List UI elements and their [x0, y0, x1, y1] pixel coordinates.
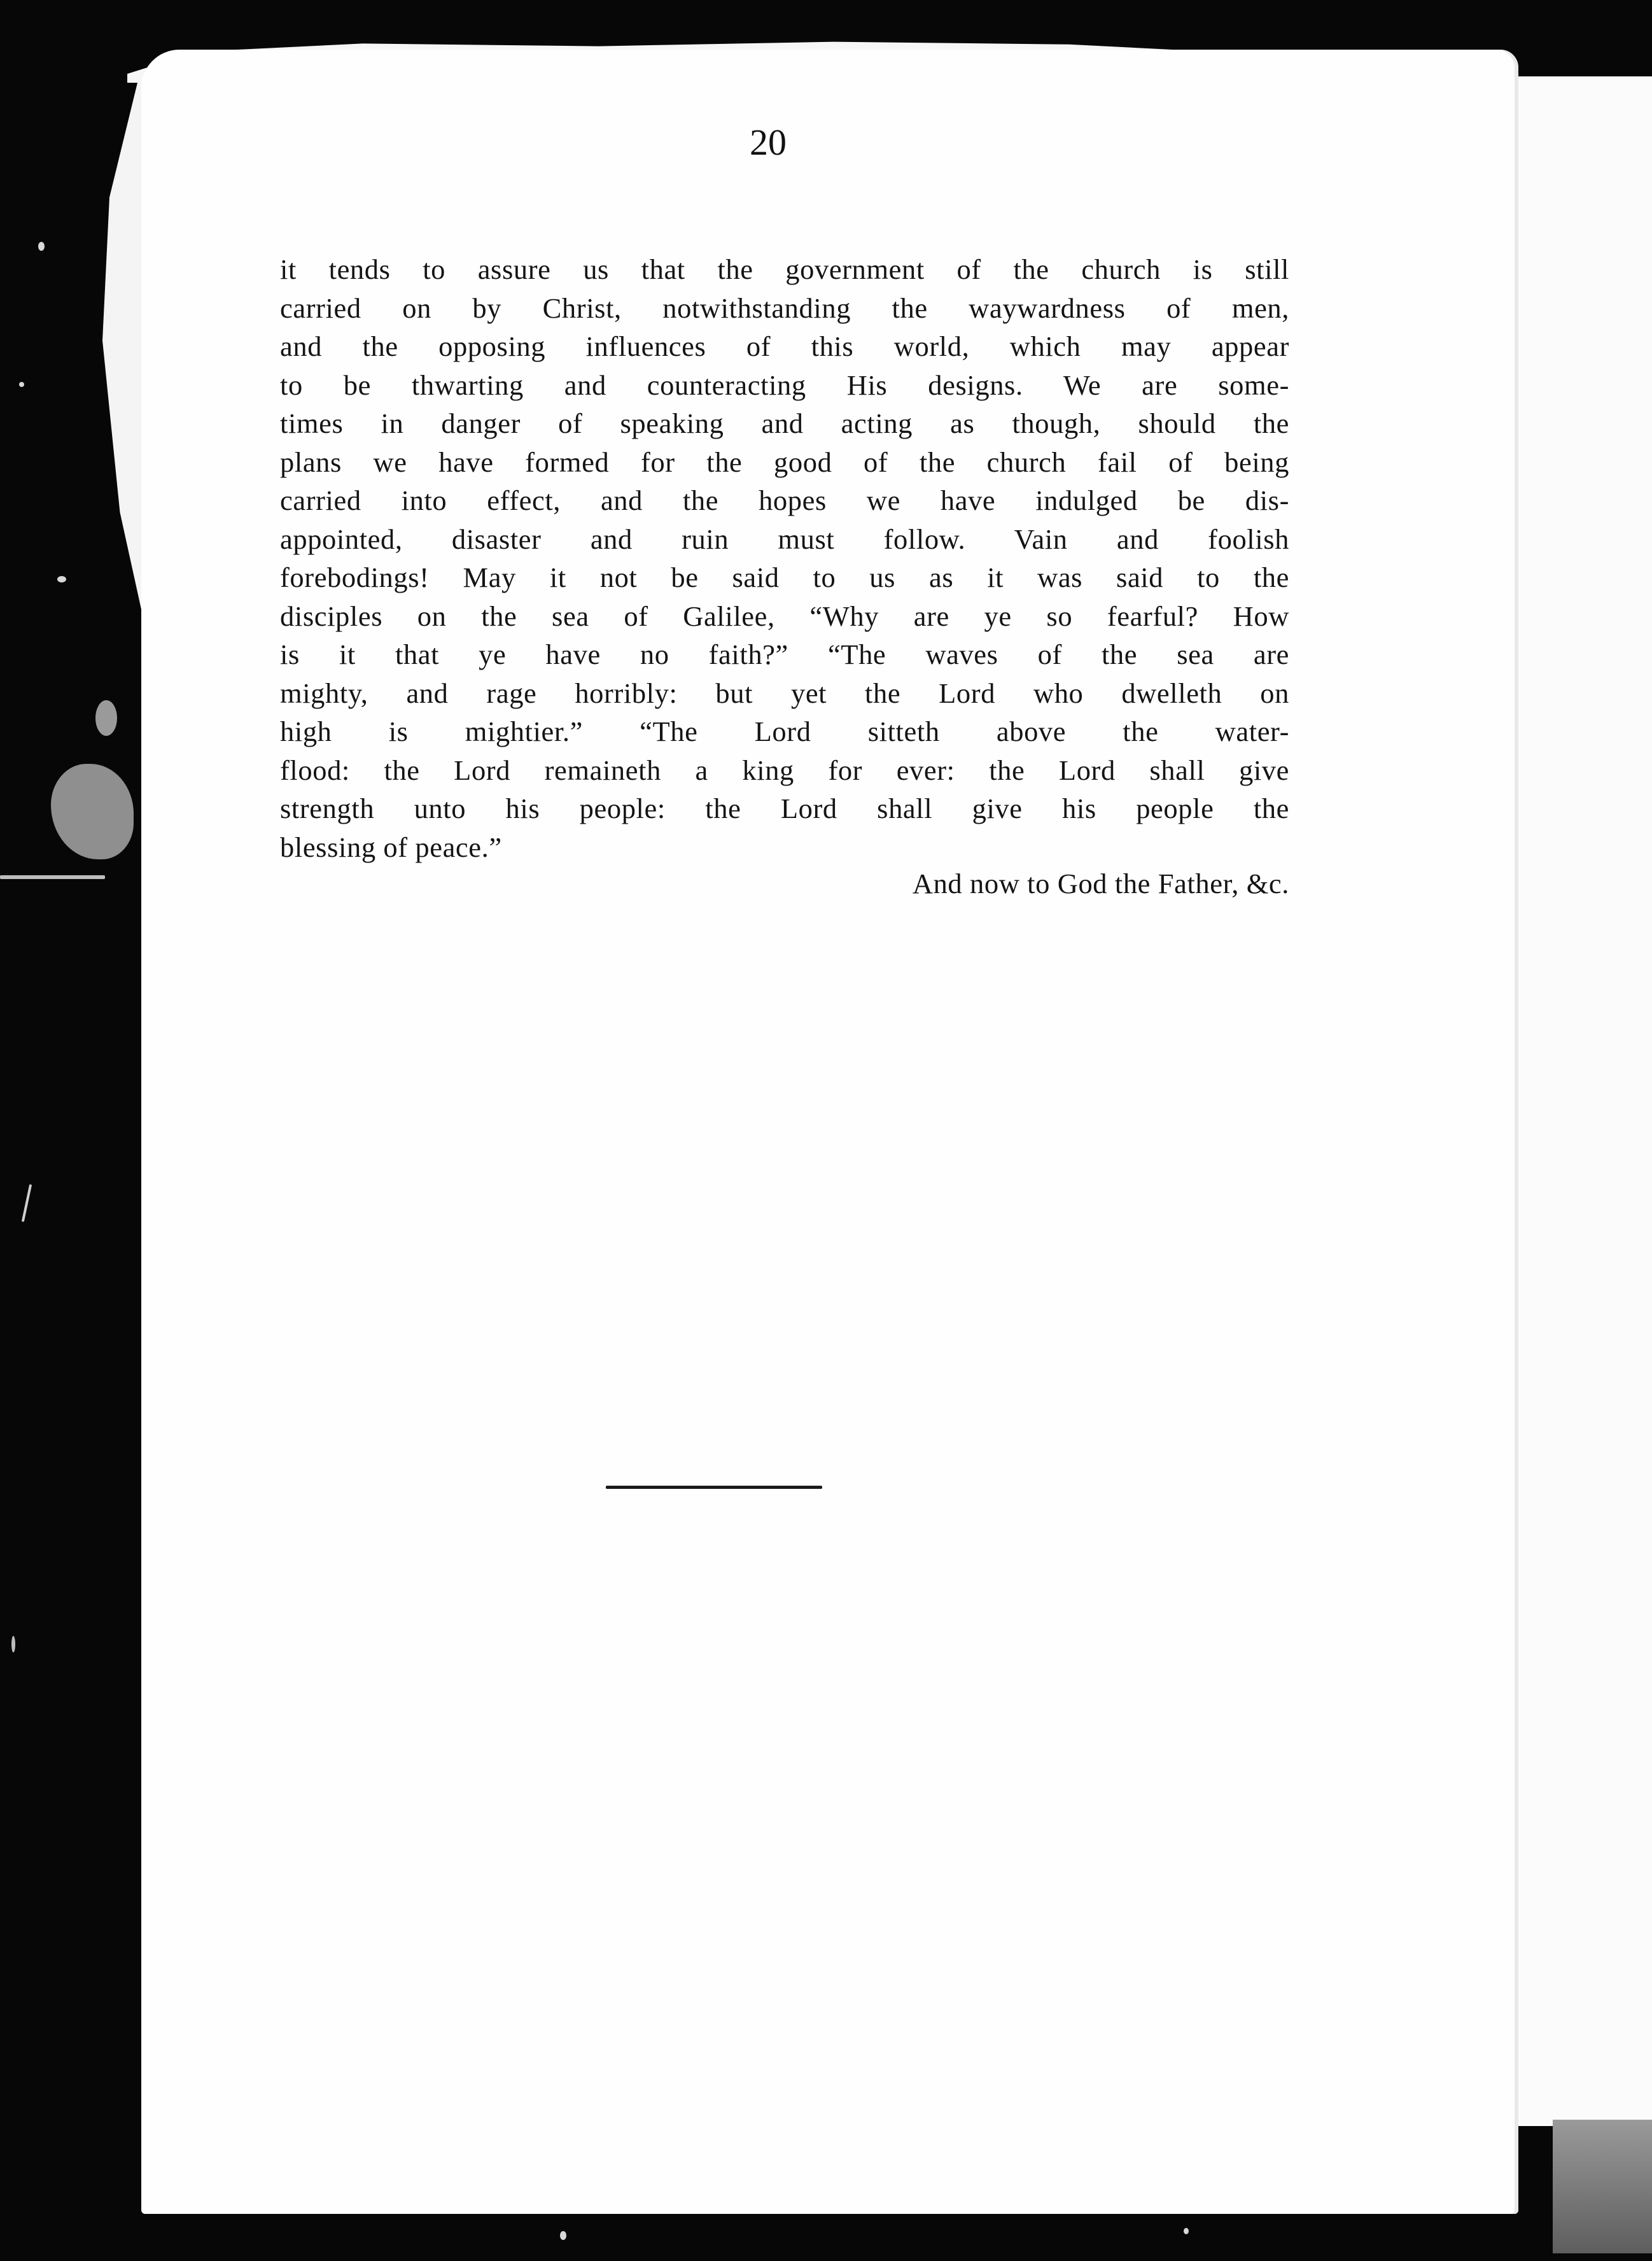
dust-speck — [22, 1184, 32, 1222]
text-line: forebodings! May it not be said to us as it was said to the — [280, 561, 1289, 593]
dust-speck — [1184, 2228, 1189, 2234]
dust-speck — [57, 576, 66, 582]
closing-doxology: And now to God the Father, &c. — [912, 868, 1289, 899]
text-line: carried into effect, and the hopes we have indulged be dis- — [280, 484, 1289, 516]
section-end-rule — [606, 1486, 822, 1489]
dust-speck — [560, 2231, 566, 2240]
text-line: disciples on the sea of Galilee, “Why are ye so fearful? How — [280, 600, 1289, 632]
binding-scrap — [1553, 2120, 1652, 2253]
text-line: high is mightier.” “The Lord sitteth above the water- — [280, 715, 1289, 747]
text-line: plans we have formed for the good of the church fail of being — [280, 446, 1289, 478]
text-line: appointed, disaster and ruin must follow. Vain and foolish — [280, 523, 1289, 555]
sermon-paragraph — [280, 250, 1289, 866]
dust-speck — [0, 875, 105, 879]
text-line: strength unto his people: the Lord shall give his people the — [280, 792, 1289, 824]
dust-speck — [38, 242, 45, 251]
dust-speck — [11, 1636, 15, 1652]
dust-speck — [19, 382, 24, 387]
text-line: mighty, and rage horribly: but yet the Lord who dwelleth on — [280, 677, 1289, 709]
text-line: blessing of peace.” — [280, 831, 502, 863]
text-line: is it that ye have no faith?” “The waves of the sea are — [280, 638, 1289, 670]
text-line: carried on by Christ, notwithstanding the waywardness of men, — [280, 292, 1289, 324]
text-line: times in danger of speaking and acting as though, should the — [280, 407, 1289, 439]
text-line: flood: the Lord remaineth a king for ever: the Lord shall give — [280, 754, 1289, 786]
text-line: it tends to assure us that the government of the church is still — [280, 253, 1289, 285]
dust-speck — [51, 764, 134, 859]
text-line: and the opposing influences of this world, which may appear — [280, 330, 1289, 362]
text-line: to be thwarting and counteracting His designs. We are some- — [280, 369, 1289, 401]
page-number: 20 — [750, 122, 787, 163]
dust-speck — [95, 700, 117, 736]
